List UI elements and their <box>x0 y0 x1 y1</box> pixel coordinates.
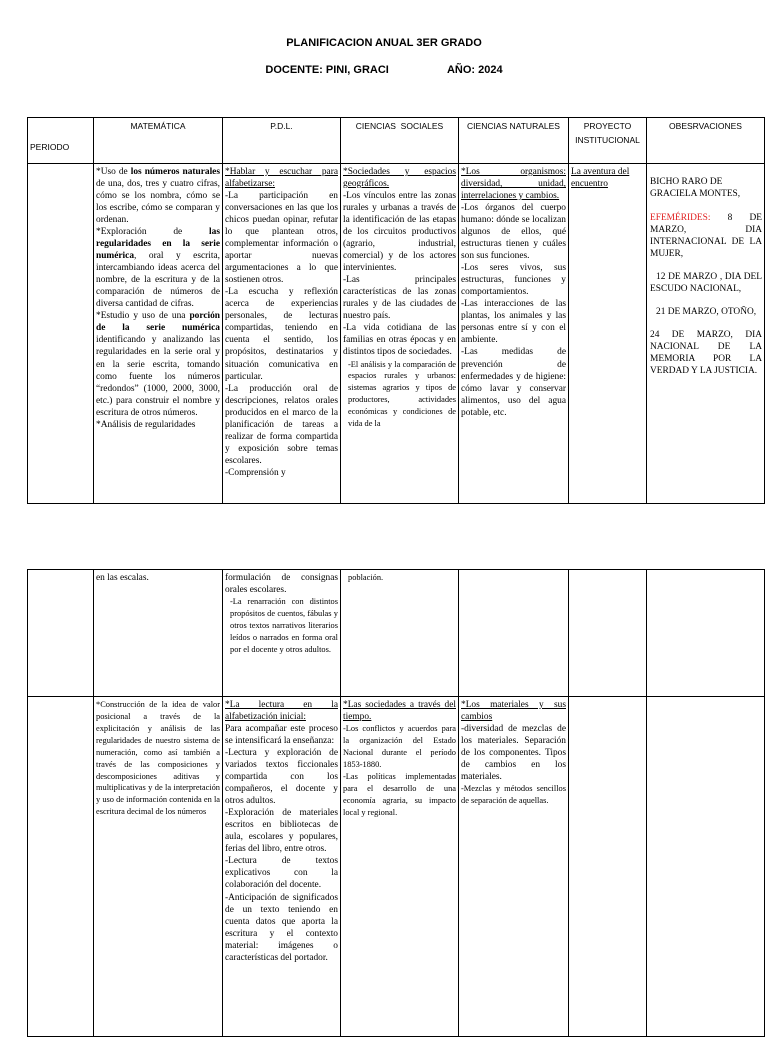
col-header-ciencias-sociales: CIENCIAS SOCIALES <box>341 118 459 164</box>
planning-table-page2 <box>27 569 765 1037</box>
proyecto-cell <box>569 570 647 697</box>
col-header-periodo: PERIODO <box>28 118 94 164</box>
document-title: PLANIFICACION ANUAL 3ER GRADO <box>286 37 482 49</box>
table-row <box>28 164 765 504</box>
col-header-matematica: MATEMÁTICA <box>94 118 223 164</box>
pdl-cell: *Hablar y escuchar para alfabetizarse: -La participación en conversaciones en las que los chicos puedan opinar, refutar lo que plantean otros, complementar información o aportar nuevas argumentaciones a lo que sostienen otros. -La escucha y reflexión acerca de experiencias personales, de lecturas compartidas, teniendo en cuenta el sentido, los propósitos, destinatarios y situación comunicativa en particular. -La producción oral de descripciones, relatos orales producidos en el marco de la planificación de tareas a realizar de forma compartida y exposición sobre temas escolares. -Comprensión y <box>223 164 341 504</box>
proyecto-cell <box>569 697 647 1037</box>
observaciones-cell <box>647 697 765 1037</box>
observaciones-cell: BICHO RARO DE GRACIELA MONTES, EFEMÉRIDES: 8 DE MARZO, DIA INTERNACIONAL DE LA MUJER, 12 DE MARZO , DIA DEL ESCUDO NACIONAL, 21 DE MARZO, OTOÑO, 24 DE MARZO, DIA NACIONAL DE LA MEMORIA POR LA VERDAD Y LA JUSTICIA. <box>647 164 765 504</box>
ciencias-sociales-cell: *Sociedades y espacios geográficos. -Los vínculos entre las zonas rurales y urbanas a través de la identificación de las etapas de los circuitos productivos (agrario, industrial, comercial) y de los actores intervinientes. -Las principales características de las zonas rurales y de las ciudades de nuestro país. -La vida cotidiana de las familias en otras épocas y en distintos tipos de sociedades. -El análisis y la comparación de espacios rurales y urbanos: sistemas agrarios y tipos de productores, actividades económicas y condiciones de vida de la <box>341 164 459 504</box>
ciencias-sociales-cell: población. <box>341 570 459 697</box>
periodo-cell <box>28 164 94 504</box>
ciencias-naturales-cell: *Los organismos: diversidad, unidad, interrelaciones y cambios. -Los órganos del cuerpo humano: dónde se localizan algunos de ellos, qué estructuras tienen y cuáles son sus funciones. -Los seres vivos, sus estructuras, funciones y comportamientos. -Las interacciones de las plantas, los animales y las personas entre sí y con el ambiente. -Las medidas de prevención de enfermedades y de higiene: cómo lavar y conservar alimentos, uso del agua potable, etc. <box>459 164 569 504</box>
ciencias-sociales-cell: *Las sociedades a través del tiempo. -Los conflictos y acuerdos para la organización del Estado Nacional durante el período 1853-1880. -Las políticas implementadas para el desarrollo de una economía agraria, su impacto local y regional. <box>341 697 459 1037</box>
table-row <box>28 570 765 697</box>
ciencias-naturales-cell <box>459 570 569 697</box>
matematica-cell: *Uso de los números naturales de una, dos, tres y cuatro cifras, cómo se los nombra, cómo se los escribe, cómo se comparan y ordenan. *Exploración de las regularidades en la serie numérica, oral y escrita, intercambiando ideas acerca del nombre, de la escritura y de la comparación de números de diversa cantidad de cifras. *Estudio y uso de una porción de la serie numérica identificando y analizando las regularidades en la serie oral y en la serie escrita, tomando como fuente los números “redondos” (1000, 2000, 3000, etc.) para construir el nombre y escritura de otros números. *Análisis de regularidades <box>94 164 223 504</box>
col-header-observaciones: OBESRVACIONES <box>647 118 765 164</box>
ciencias-naturales-cell: *Los materiales y sus cambios -diversidad de mezclas de los materiales. Separación de los componentes. Tipos de cambios en los materiales. -Mezclas y métodos sencillos de separación de aquellas. <box>459 697 569 1037</box>
pdl-cell: formulación de consignas orales escolares. -La renarración con distintos propósitos de cuentos, fábulas y otros textos narrativos literarios leídos o narrados en forma oral por el docente y otros adultos. <box>223 570 341 697</box>
col-header-ciencias-naturales: CIENCIAS NATURALES <box>459 118 569 164</box>
col-header-pdl: P.D.L. <box>223 118 341 164</box>
periodo-cell <box>28 570 94 697</box>
table-row <box>28 697 765 1037</box>
planning-table-page1 <box>27 117 765 504</box>
docente-label: DOCENTE: PINI, GRACI <box>265 64 389 76</box>
document-subtitle <box>0 64 768 76</box>
year-label: AÑO: 2024 <box>446 64 503 76</box>
matematica-cell: *Construcción de la idea de valor posicional a través de la explicitación y análisis de las regularidades de nuestro sistema de numeración, como así también a través de las composiciones y descomposiciones aditivas y multiplicativas y de la interpretación y uso de información contenida en la escritura decimal de los números <box>94 697 223 1037</box>
matematica-cell: en las escalas. <box>94 570 223 697</box>
periodo-cell <box>28 697 94 1037</box>
observaciones-cell <box>647 570 765 697</box>
col-header-proyecto-institucional: PROYECTO INSTITUCIONAL <box>569 118 647 164</box>
proyecto-cell: La aventura del encuentro <box>569 164 647 504</box>
pdl-cell: *La lectura en la alfabetización inicial: Para acompañar este proceso se intensificará la enseñanza: -Lectura y exploración de variados textos ficcionales compartida con los compañeros, el docente y otros adultos. -Exploración de materiales escritos en bibliotecas de aula, escolares y populares, ferias del libro, entre otros. -Lectura de textos explicativos con la colaboración del docente. -Anticipación de significados de un texto teniendo en cuenta datos que aporta la escritura y el contexto material: imágenes o características del portador. <box>223 697 341 1037</box>
efemerides-label: EFEMÉRIDES: <box>650 213 711 224</box>
